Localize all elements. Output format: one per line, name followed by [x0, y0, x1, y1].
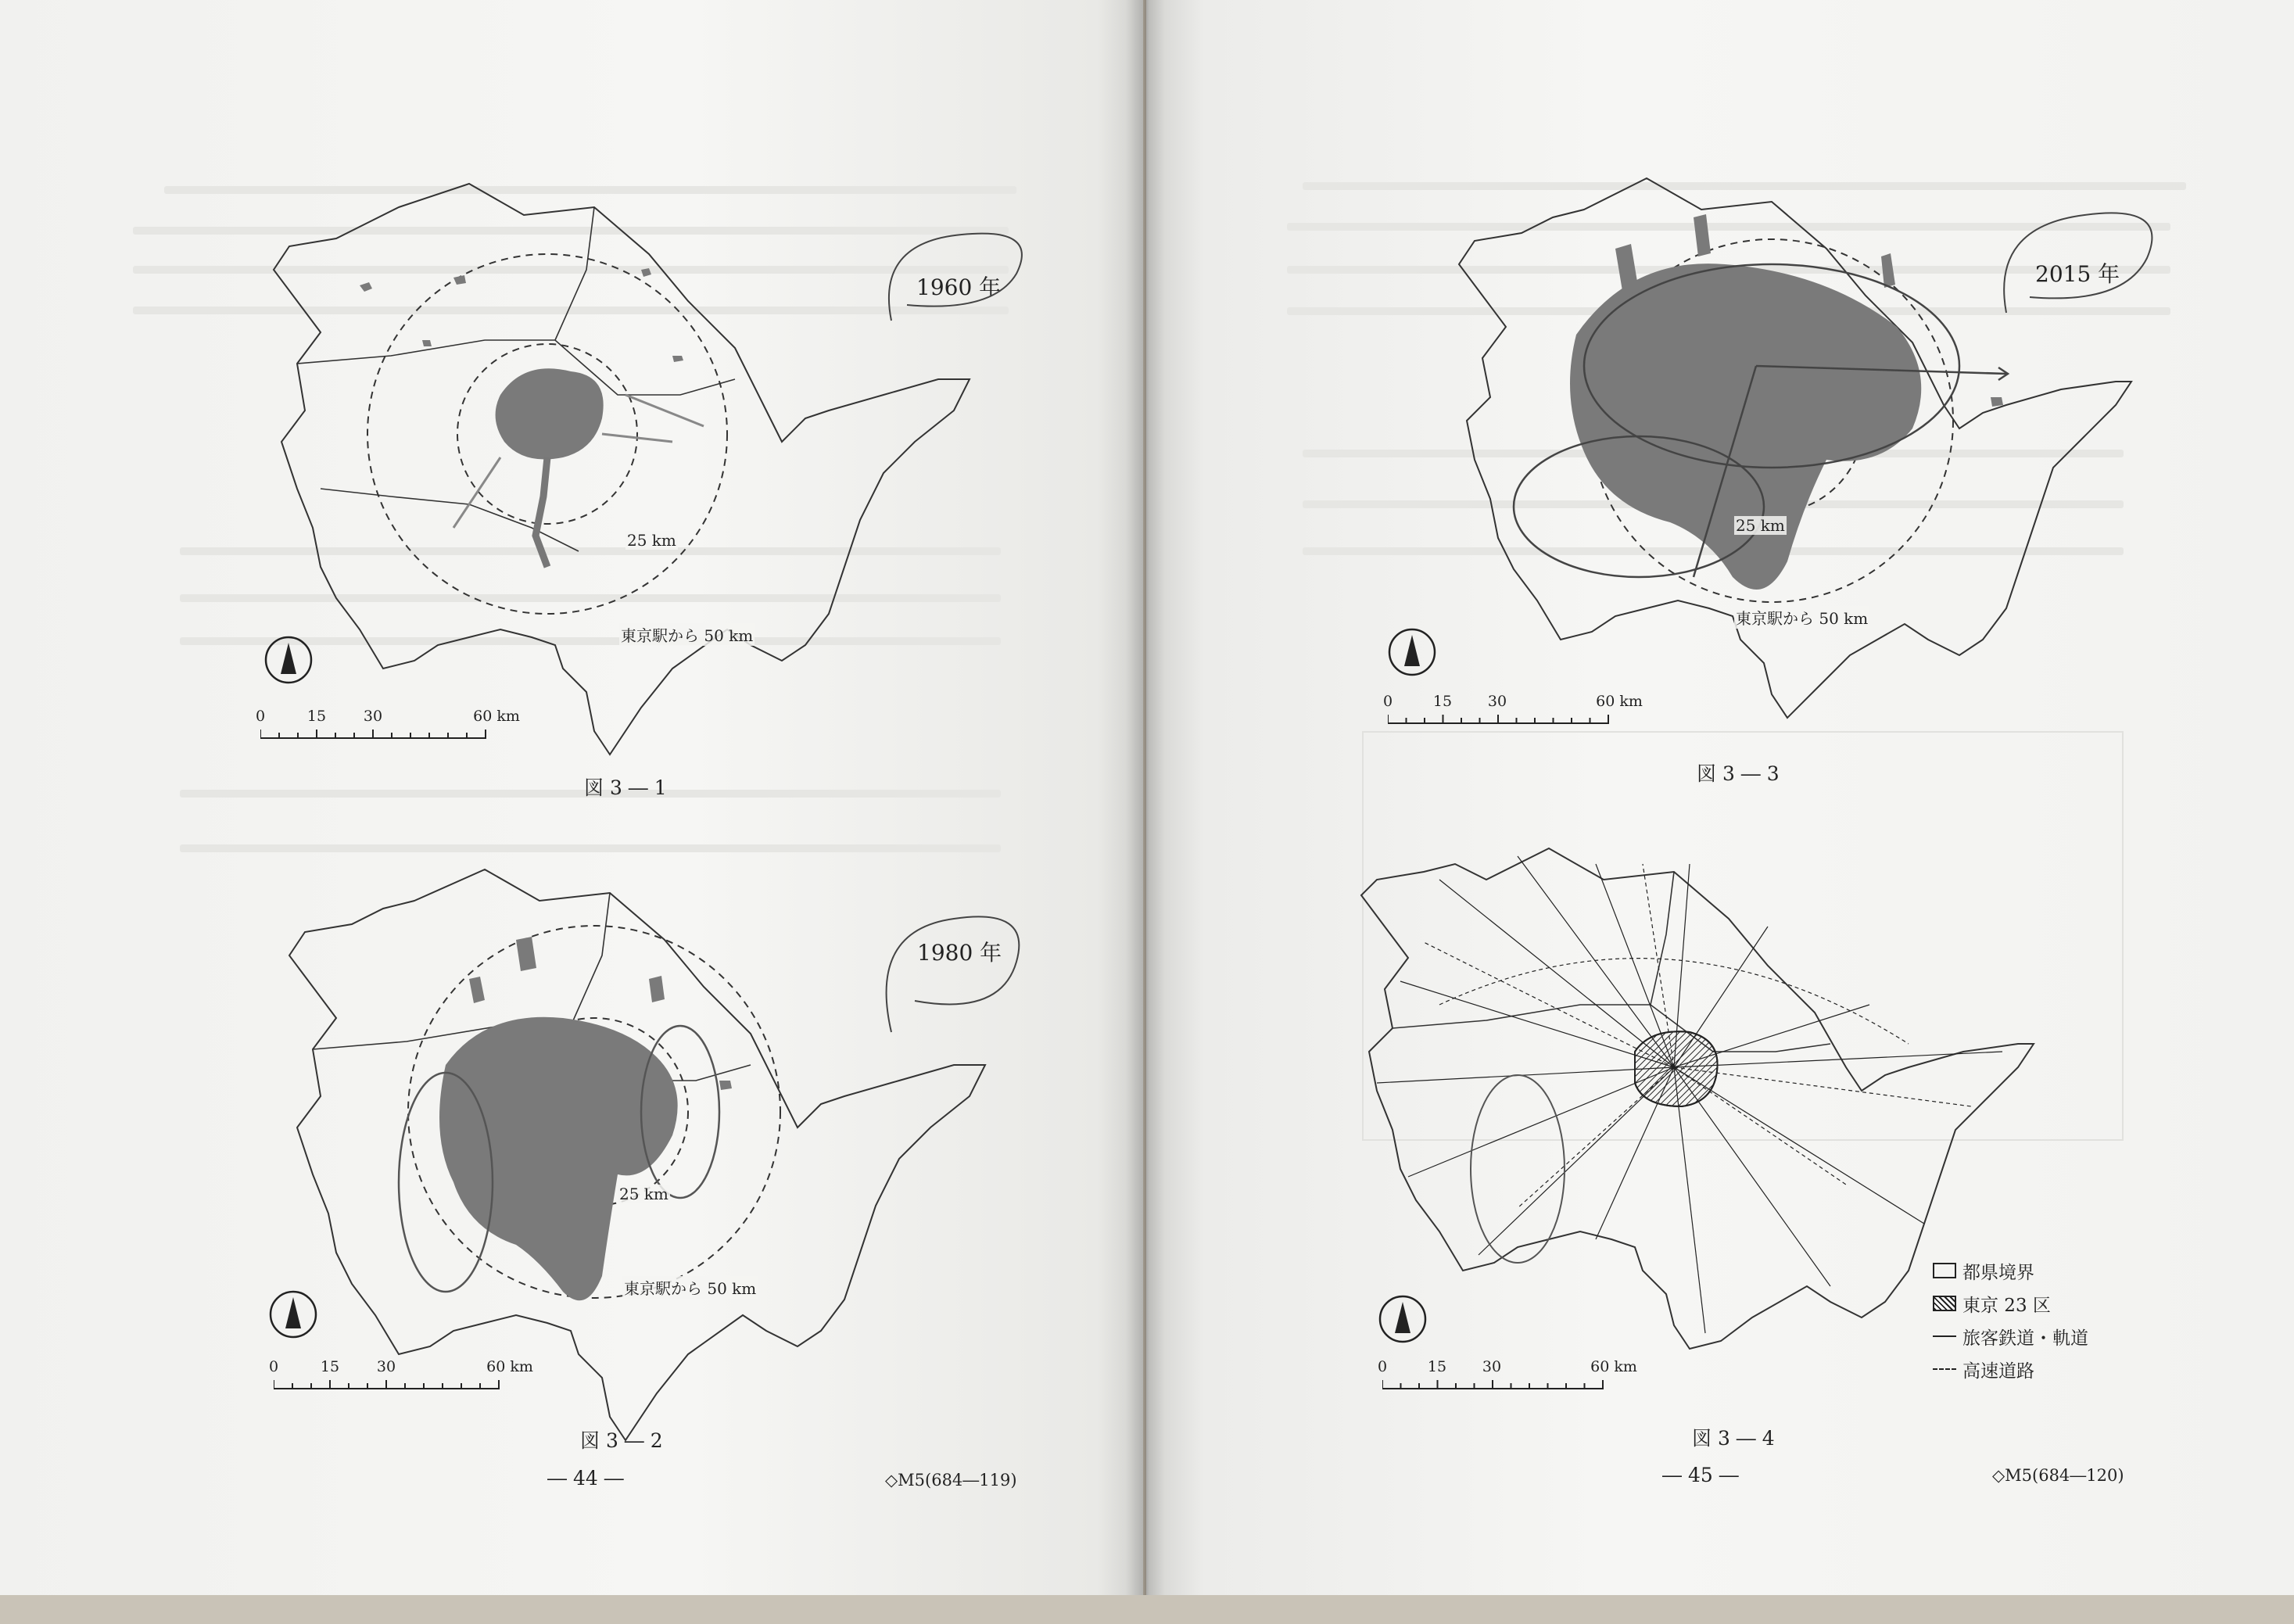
print-code: ◇M5(684―119)	[885, 1471, 1017, 1490]
book-gutter	[1126, 0, 1165, 1624]
page-number: ― 45 ―	[1662, 1464, 1739, 1486]
scale-tick: 15	[320, 1358, 340, 1375]
legend-item-expressway	[1933, 1353, 2089, 1386]
scale-tick: 15	[306, 708, 327, 725]
scale-tick: 30	[1487, 693, 1507, 710]
scale-bar	[1382, 693, 1643, 740]
legend-item-railway	[1933, 1320, 2089, 1353]
scale-bar	[255, 708, 520, 755]
year-label: 1960 年	[916, 274, 1002, 300]
radius-25km-label: 25 km	[627, 531, 676, 550]
print-code: ◇M5(684―120)	[1992, 1466, 2124, 1485]
map-1960	[266, 160, 970, 755]
north-arrow-icon	[1378, 1294, 1428, 1344]
handwritten-loop	[876, 227, 1048, 336]
table-surface	[0, 1595, 2294, 1624]
year-label: 2015 年	[2035, 261, 2120, 287]
scale-tick: 30	[363, 708, 383, 725]
legend-box-swatch	[1933, 1263, 1956, 1278]
handwritten-loop	[1991, 203, 2178, 328]
legend-label: 高速道路	[1962, 1361, 2034, 1382]
legend-label: 都県境界	[1962, 1262, 2034, 1283]
scale-tick: 15	[1427, 1358, 1447, 1375]
scale-tick: 0	[268, 1358, 279, 1375]
page-number: ― 44 ―	[547, 1467, 624, 1490]
scale-tick: 0	[255, 708, 266, 725]
scale-tick: 30	[376, 1358, 396, 1375]
north-arrow-icon	[268, 1289, 318, 1339]
map-legend	[1933, 1254, 2089, 1386]
scale-tick: 60 km	[473, 708, 520, 725]
scale-tick: 0	[1377, 1358, 1388, 1375]
scale-tick: 30	[1482, 1358, 1502, 1375]
legend-label: 旅客鉄道・軌道	[1962, 1328, 2088, 1349]
scale-bar	[1377, 1358, 1637, 1405]
north-arrow-icon	[1387, 627, 1437, 677]
figure-caption: 図 3 ― 4	[1692, 1427, 1775, 1450]
scale-bar	[268, 1358, 533, 1405]
scale-tick: 0	[1382, 693, 1393, 710]
scale-tick: 15	[1432, 693, 1453, 710]
scale-tick: 60 km	[1590, 1358, 1637, 1375]
handwritten-loop	[868, 907, 1040, 1048]
legend-hatch-swatch	[1933, 1296, 1956, 1311]
legend-dashed-line	[1933, 1368, 1956, 1370]
legend-item-prefecture-border	[1933, 1254, 2089, 1287]
radius-50km-label: 東京駅から 50 km	[622, 1276, 758, 1299]
figure-caption: 図 3 ― 1	[584, 776, 667, 799]
radius-50km-label: 東京駅から 50 km	[1734, 606, 1869, 629]
north-arrow-icon	[263, 635, 314, 685]
right-page	[1146, 0, 2294, 1624]
year-label: 1980 年	[917, 940, 1002, 966]
radius-25km-label: 25 km	[619, 1185, 668, 1203]
radius-25km-label: 25 km	[1736, 516, 1785, 535]
scale-tick: 60 km	[1596, 693, 1643, 710]
figure-caption: 図 3 ― 2	[580, 1429, 663, 1452]
figure-caption: 図 3 ― 3	[1697, 762, 1780, 785]
legend-solid-line	[1933, 1335, 1956, 1337]
scale-tick: 60 km	[486, 1358, 533, 1375]
left-page	[0, 0, 1143, 1624]
legend-label: 東京 23 区	[1962, 1295, 2051, 1316]
radius-50km-label: 東京駅から 50 km	[619, 623, 755, 646]
show-through-text	[180, 844, 1001, 852]
legend-item-tokyo-23-wards	[1933, 1287, 2089, 1320]
